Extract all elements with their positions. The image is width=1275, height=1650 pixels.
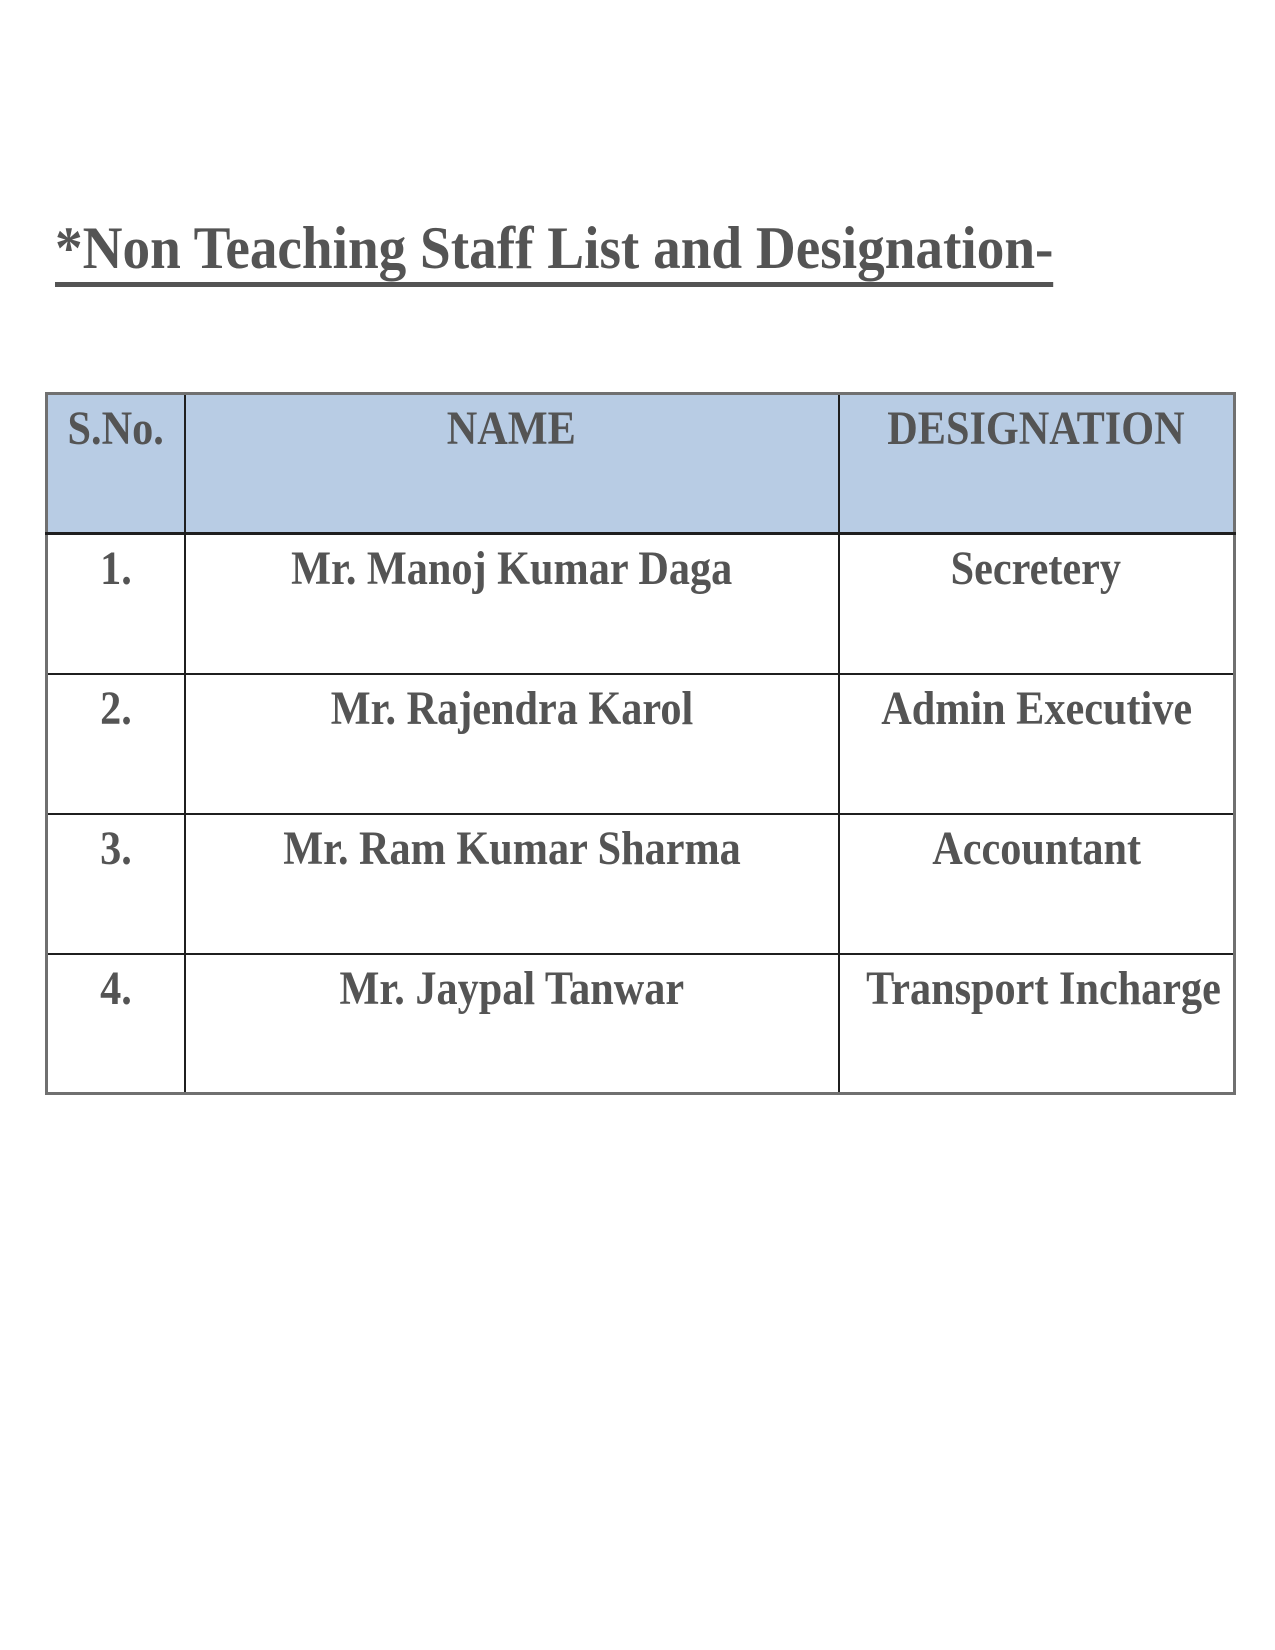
designation-value: Admin Executive	[880, 681, 1192, 735]
designation-value: Secretery	[951, 542, 1122, 595]
name-cell	[185, 534, 839, 674]
name-value: Mr. Rajendra Karol	[330, 681, 693, 735]
name-cell	[185, 954, 839, 1094]
name-value: Mr. Jaypal Tanwar	[339, 961, 684, 1015]
sno-cell	[47, 674, 185, 814]
sno-cell	[47, 814, 185, 954]
staff-table	[45, 392, 1236, 1095]
name-cell	[185, 674, 839, 814]
header-cell-designation	[839, 394, 1235, 534]
sno-value: 3.	[99, 821, 132, 875]
designation-value: Accountant	[931, 821, 1141, 875]
header-cell-name	[185, 394, 839, 534]
page-title	[55, 215, 1140, 287]
table-row	[47, 394, 1235, 534]
name-cell	[185, 814, 839, 954]
page-title-text: *Non Teaching Staff List and Designation-	[55, 218, 1053, 287]
sno-cell	[47, 954, 185, 1094]
sno-value: 2.	[99, 681, 132, 735]
header-designation-label: DESIGNATION	[887, 402, 1185, 455]
designation-cell	[839, 674, 1235, 814]
sno-cell	[47, 534, 185, 674]
table-row	[47, 814, 1235, 954]
table-row	[47, 954, 1235, 1094]
table-body	[47, 534, 1235, 1094]
sno-value: 4.	[99, 961, 132, 1015]
designation-cell	[839, 814, 1235, 954]
table-row	[47, 534, 1235, 674]
header-name-label: NAME	[446, 402, 577, 455]
designation-cell	[839, 954, 1235, 1094]
designation-cell	[839, 534, 1235, 674]
name-value: Mr. Ram Kumar Sharma	[282, 821, 741, 875]
header-cell-sno	[47, 394, 185, 534]
designation-value: Transport Incharge	[865, 961, 1221, 1015]
name-value: Mr. Manoj Kumar Daga	[290, 542, 733, 595]
table-row	[47, 674, 1235, 814]
header-sno-label: S.No.	[67, 402, 164, 455]
table-header-row	[47, 394, 1235, 534]
sno-value: 1.	[99, 542, 132, 595]
